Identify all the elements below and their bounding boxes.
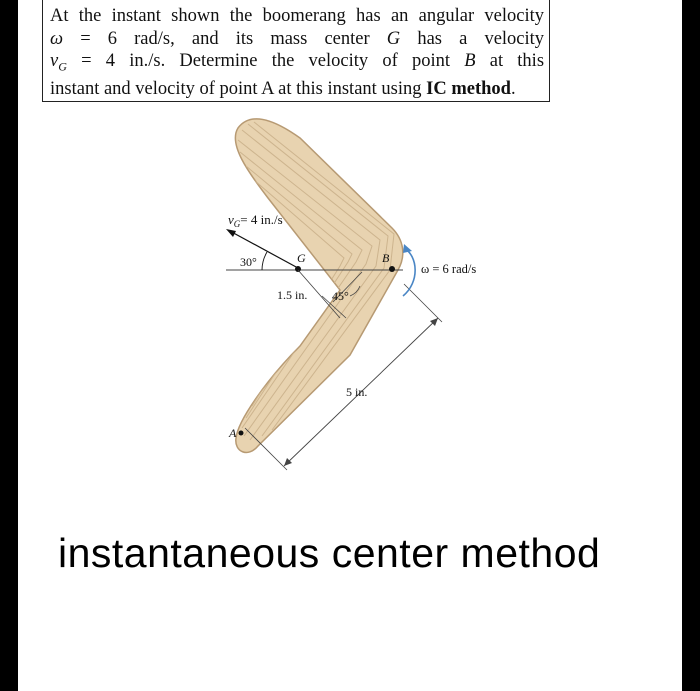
omega-symbol: ω — [50, 28, 64, 49]
angle-45-label: 45° — [332, 289, 349, 303]
line1-text: At the instant shown the boomerang has an angular velocity — [50, 6, 544, 26]
vg-symbol: v — [50, 51, 59, 71]
g-label: G — [297, 251, 306, 265]
angle-30-label: 30° — [240, 255, 257, 269]
ic-method-bold: IC method — [426, 79, 511, 100]
point-g — [295, 266, 301, 272]
omega-arrow — [403, 248, 415, 296]
angle-30-arc — [262, 252, 267, 270]
line4-text-a: instant and velocity of point A at this instant using — [50, 79, 422, 100]
omega-label: ω = 6 rad/s — [421, 262, 477, 276]
g-symbol: G — [386, 28, 401, 49]
b-label: B — [382, 251, 390, 265]
b-symbol: B — [464, 51, 476, 71]
line3-text-b: at this — [489, 51, 545, 71]
dim-1-5-label: 1.5 in. — [277, 288, 308, 302]
point-b — [389, 266, 395, 272]
omega-arrow-head — [403, 244, 412, 253]
omega-value: = 6 rad/s, — [80, 28, 175, 49]
vg-sub: G — [58, 59, 67, 74]
caption-text: instantaneous center method — [58, 530, 601, 576]
line2-text-b: has a velocity — [417, 28, 545, 49]
dim-5-label: 5 in. — [346, 385, 368, 399]
line2-text-a: and its mass center — [191, 28, 370, 49]
vg-label: $v_G= 4$ in./s — [228, 212, 283, 229]
a-label: A — [229, 426, 237, 440]
vg-arrow-head — [226, 229, 236, 237]
line4-end: . — [510, 79, 516, 100]
line3-text-a: Determine the velocity of point — [179, 51, 450, 71]
vg-value: = 4 in./s. — [81, 51, 166, 71]
point-a — [239, 431, 244, 436]
